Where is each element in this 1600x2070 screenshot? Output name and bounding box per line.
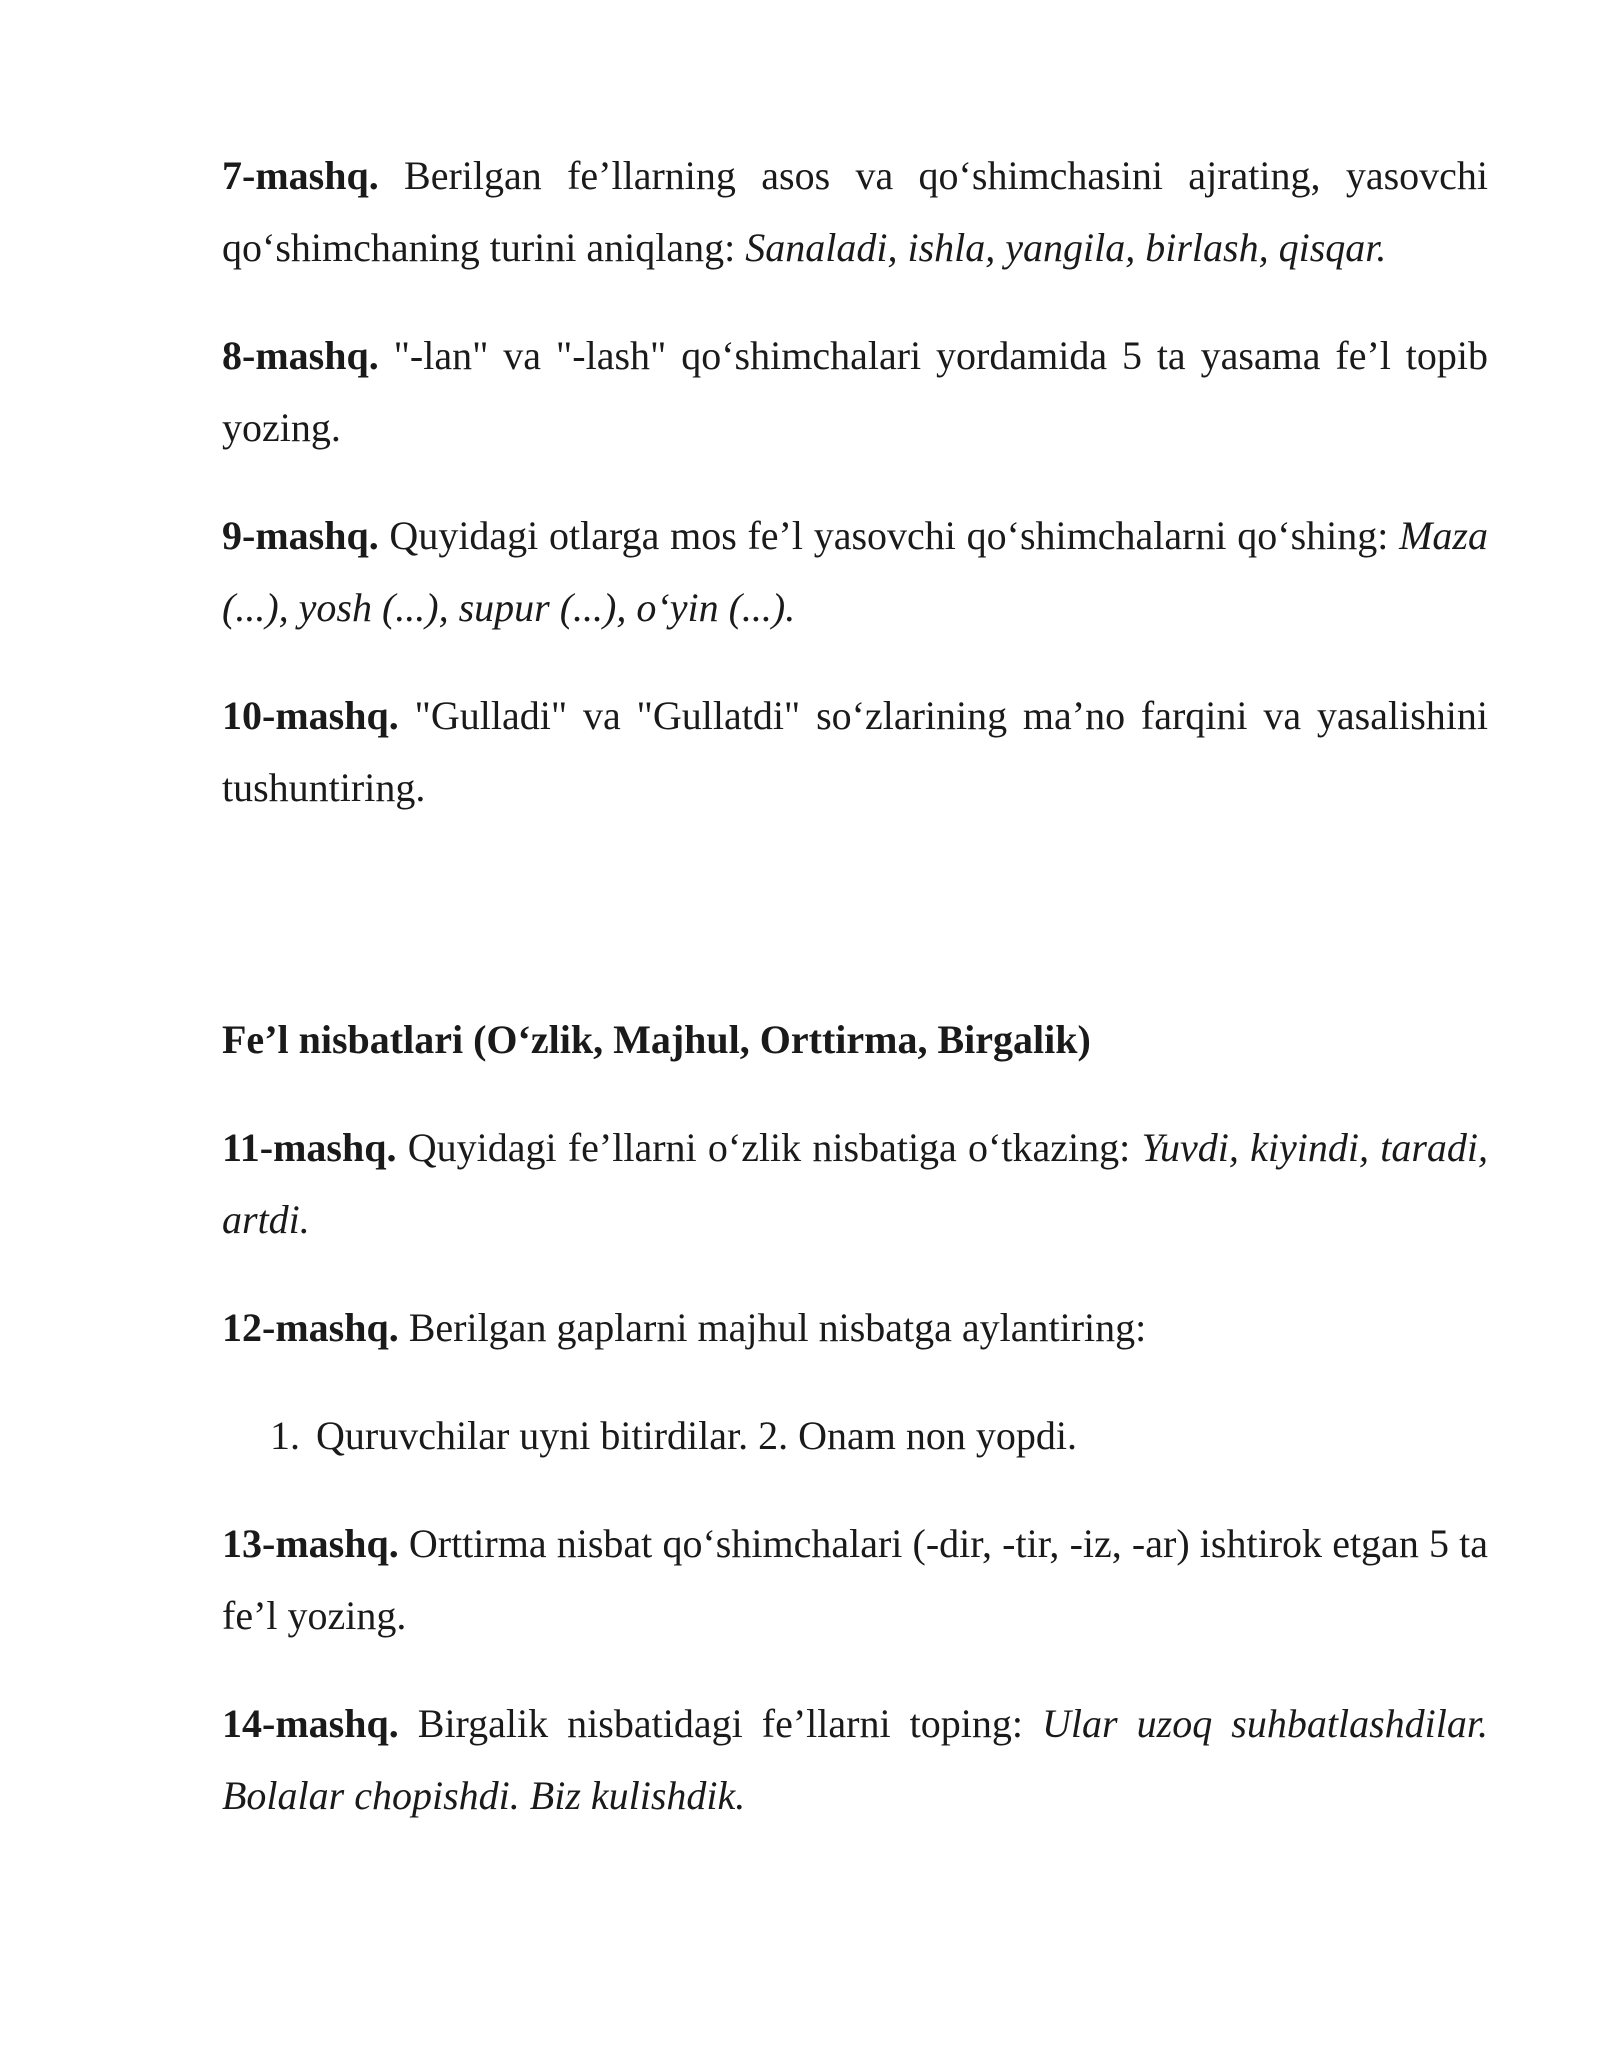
exercise-text: Orttirma nisbat qo‘shimchalari (-dir, -tir, -iz, -ar) ishtirok etgan 5 ta fe’l yozing. [222,1521,1488,1638]
exercise-label: 8-mashq. [222,333,379,378]
exercise-10 [222,680,1488,824]
list-item [222,1400,1488,1472]
exercise-label: 10-mashq. [222,693,399,738]
exercise-label: 13-mashq. [222,1521,399,1566]
list-number: 1. [270,1413,300,1458]
list-text: Quruvchilar uyni bitirdilar. 2. Onam non yopdi. [316,1413,1077,1458]
exercise-14 [222,1688,1488,1832]
document-page [222,140,1488,1832]
exercise-text: Quyidagi otlarga mos fe’l yasovchi qo‘shimchalarni qo‘shing: [378,513,1400,558]
exercise-7 [222,140,1488,284]
exercise-label: 11-mashq. [222,1125,397,1170]
exercise-text: Quyidagi fe’llarni o‘zlik nisbatiga o‘tkazing: [396,1125,1142,1170]
exercise-examples: Sanaladi, ishla, yangila, birlash, qisqar. [745,225,1387,270]
exercise-text: Birgalik nisbatidagi fe’llarni toping: [398,1701,1043,1746]
exercise-label: 9-mashq. [222,513,379,558]
exercise-examples: Maza (...), yosh (...), supur (...), o‘yin (...). [222,513,1488,630]
exercise-examples: Ular uzoq suhbatlashdilar. Bolalar chopishdi. Biz kulishdik. [222,1701,1488,1818]
exercise-examples: Yuvdi, kiyindi, taradi, artdi. [222,1125,1488,1242]
exercise-9 [222,500,1488,644]
exercise-label: 14-mashq. [222,1701,399,1746]
exercise-text: "Gulladi" va "Gullatdi" so‘zlarining ma’no farqini va yasalishini tushuntiring. [222,693,1488,810]
exercise-text: Berilgan fe’llarning asos va qo‘shimchasini ajrating, yasovchi qo‘shimchaning turini aniqlang: [222,153,1488,270]
exercise-13 [222,1508,1488,1652]
exercise-text: Berilgan gaplarni majhul nisbatga aylantiring: [398,1305,1147,1350]
section-heading: Fe’l nisbatlari (O‘zlik, Majhul, Orttirma, Birgalik) [222,1017,1091,1062]
exercise-12 [222,1292,1488,1364]
exercise-text: "-lan" va "-lash" qo‘shimchalari yordamida 5 ta yasama fe’l topib yozing. [222,333,1488,450]
exercise-8 [222,320,1488,464]
exercise-label: 7-mashq. [222,153,379,198]
exercise-11 [222,1112,1488,1256]
exercise-label: 12-mashq. [222,1305,399,1350]
